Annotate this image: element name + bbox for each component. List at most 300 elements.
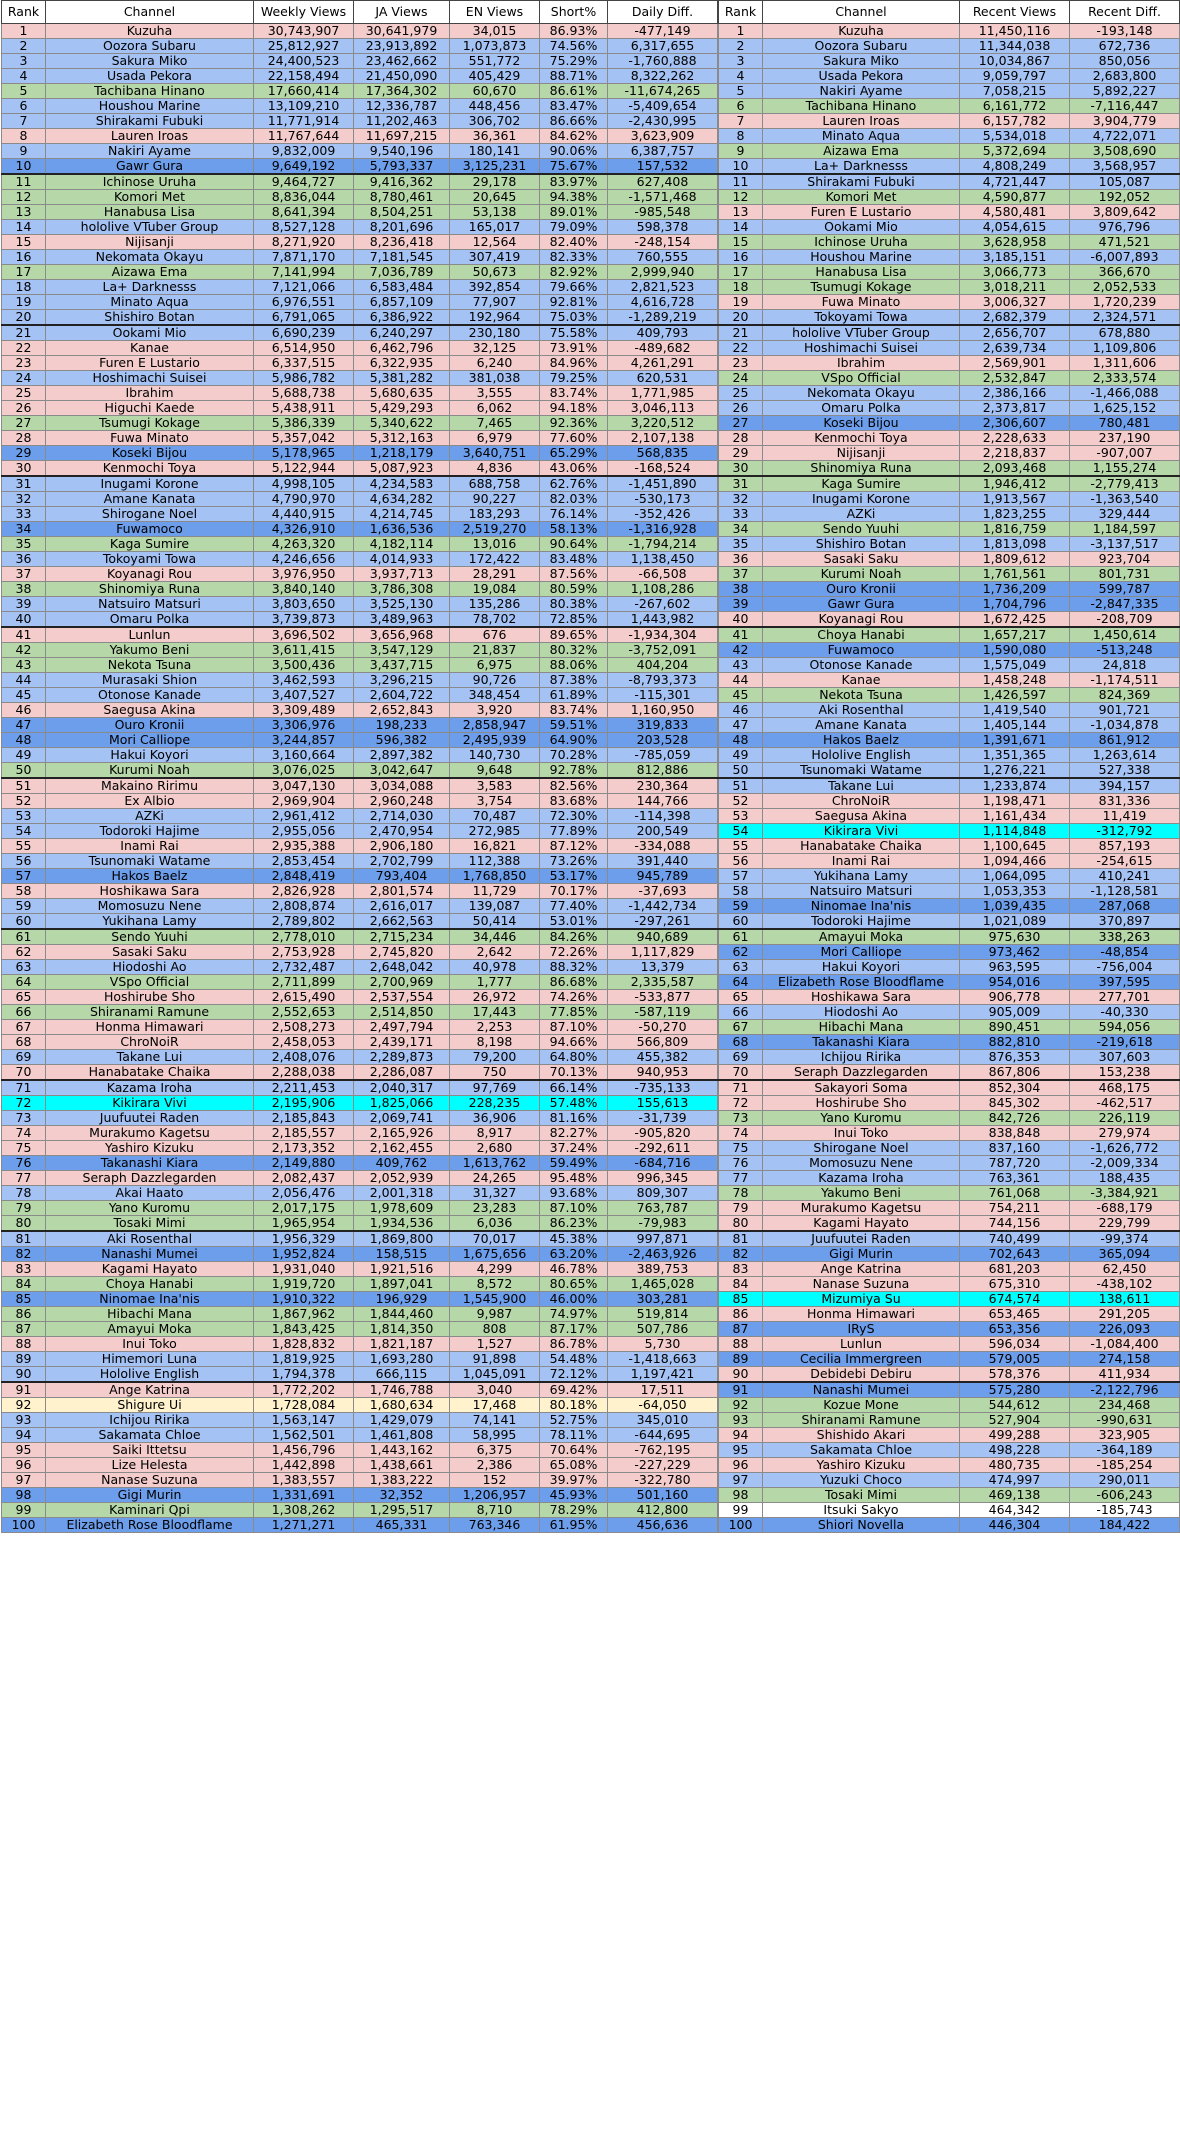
ja-views-cell: 6,462,796 bbox=[354, 341, 450, 356]
short-percent-cell: 74.56% bbox=[540, 39, 608, 54]
rank-cell: 41 bbox=[719, 627, 763, 643]
short-percent-cell: 79.25% bbox=[540, 371, 608, 386]
recent-diff-cell: 3,508,690 bbox=[1070, 144, 1180, 159]
recent-diff-cell: -462,517 bbox=[1070, 1096, 1180, 1111]
table-row bbox=[2, 975, 718, 990]
ja-views-cell: 30,641,979 bbox=[354, 24, 450, 39]
en-views-cell: 1,777 bbox=[450, 975, 540, 990]
en-views-cell: 2,495,939 bbox=[450, 733, 540, 748]
table-row bbox=[719, 854, 1180, 869]
recent-diff-cell: -606,243 bbox=[1070, 1488, 1180, 1503]
en-views-cell: 26,972 bbox=[450, 990, 540, 1005]
table-row bbox=[719, 507, 1180, 522]
recent-views-cell: 469,138 bbox=[960, 1488, 1070, 1503]
recent-views-cell: 905,009 bbox=[960, 1005, 1070, 1020]
ja-views-cell: 1,978,609 bbox=[354, 1201, 450, 1216]
short-percent-cell: 43.06% bbox=[540, 461, 608, 477]
recent-diff-cell: 1,184,597 bbox=[1070, 522, 1180, 537]
short-percent-cell: 84.62% bbox=[540, 129, 608, 144]
short-percent-cell: 70.28% bbox=[540, 748, 608, 763]
channel-cell: Koyanagi Rou bbox=[46, 567, 254, 582]
en-views-cell: 50,414 bbox=[450, 914, 540, 930]
table-row bbox=[2, 265, 718, 280]
table-row bbox=[719, 914, 1180, 930]
rank-cell: 8 bbox=[2, 129, 46, 144]
rank-cell: 2 bbox=[719, 39, 763, 54]
short-percent-cell: 53.17% bbox=[540, 869, 608, 884]
ja-views-cell: 8,780,461 bbox=[354, 190, 450, 205]
daily-diff-cell: -1,418,663 bbox=[608, 1352, 718, 1367]
en-views-cell: 91,898 bbox=[450, 1352, 540, 1367]
recent-views-cell: 702,643 bbox=[960, 1247, 1070, 1262]
en-views-cell: 53,138 bbox=[450, 205, 540, 220]
ja-views-cell: 2,537,554 bbox=[354, 990, 450, 1005]
en-views-cell: 1,613,762 bbox=[450, 1156, 540, 1171]
table-row bbox=[719, 431, 1180, 446]
weekly-views-cell: 8,641,394 bbox=[254, 205, 354, 220]
daily-diff-cell: 5,730 bbox=[608, 1337, 718, 1352]
header-rank[interactable]: Rank bbox=[719, 1, 763, 24]
short-percent-cell: 92.36% bbox=[540, 416, 608, 431]
en-views-cell: 448,456 bbox=[450, 99, 540, 114]
short-percent-cell: 74.97% bbox=[540, 1307, 608, 1322]
daily-diff-cell: -31,739 bbox=[608, 1111, 718, 1126]
en-views-cell: 9,648 bbox=[450, 763, 540, 779]
rank-cell: 99 bbox=[719, 1503, 763, 1518]
channel-cell: Juufuutei Raden bbox=[46, 1111, 254, 1126]
recent-diff-cell: 184,422 bbox=[1070, 1518, 1180, 1533]
ja-views-cell: 2,514,850 bbox=[354, 1005, 450, 1020]
ja-views-cell: 6,857,109 bbox=[354, 295, 450, 310]
ja-views-cell: 6,240,297 bbox=[354, 325, 450, 341]
channel-cell: Hanabusa Lisa bbox=[763, 265, 960, 280]
channel-cell: Sasaki Saku bbox=[763, 552, 960, 567]
recent-views-cell: 1,704,796 bbox=[960, 597, 1070, 612]
rank-cell: 44 bbox=[719, 673, 763, 688]
daily-diff-cell: -1,442,734 bbox=[608, 899, 718, 914]
table-row bbox=[2, 899, 718, 914]
daily-diff-cell: 1,138,450 bbox=[608, 552, 718, 567]
rank-cell: 3 bbox=[719, 54, 763, 69]
short-percent-cell: 70.17% bbox=[540, 884, 608, 899]
en-views-cell: 3,920 bbox=[450, 703, 540, 718]
rank-cell: 3 bbox=[2, 54, 46, 69]
rank-cell: 93 bbox=[719, 1413, 763, 1428]
rank-cell: 22 bbox=[719, 341, 763, 356]
weekly-views-cell: 2,753,928 bbox=[254, 945, 354, 960]
en-views-cell: 688,758 bbox=[450, 476, 540, 492]
weekly-views-cell: 1,308,262 bbox=[254, 1503, 354, 1518]
table-row bbox=[719, 582, 1180, 597]
recent-diff-cell: 290,011 bbox=[1070, 1473, 1180, 1488]
ja-views-cell: 596,382 bbox=[354, 733, 450, 748]
weekly-views-cell: 5,688,738 bbox=[254, 386, 354, 401]
rank-cell: 68 bbox=[2, 1035, 46, 1050]
recent-views-cell: 3,018,211 bbox=[960, 280, 1070, 295]
daily-diff-cell: 200,549 bbox=[608, 824, 718, 839]
rank-cell: 77 bbox=[2, 1171, 46, 1186]
weekly-views-cell: 9,649,192 bbox=[254, 159, 354, 175]
rank-cell: 92 bbox=[719, 1398, 763, 1413]
en-views-cell: 2,680 bbox=[450, 1141, 540, 1156]
channel-cell: Inui Toko bbox=[46, 1337, 254, 1352]
rank-cell: 37 bbox=[2, 567, 46, 582]
channel-cell: Nakiri Ayame bbox=[763, 84, 960, 99]
table-row bbox=[2, 597, 718, 612]
en-views-cell: 97,769 bbox=[450, 1080, 540, 1096]
weekly-views-cell: 6,976,551 bbox=[254, 295, 354, 310]
channel-cell: Nanase Suzuna bbox=[763, 1277, 960, 1292]
table-row bbox=[719, 1050, 1180, 1065]
rank-cell: 28 bbox=[2, 431, 46, 446]
weekly-views-cell: 2,211,453 bbox=[254, 1080, 354, 1096]
recent-diff-cell: 901,721 bbox=[1070, 703, 1180, 718]
daily-diff-cell: -267,602 bbox=[608, 597, 718, 612]
rank-cell: 24 bbox=[2, 371, 46, 386]
rank-cell: 38 bbox=[719, 582, 763, 597]
en-views-cell: 551,772 bbox=[450, 54, 540, 69]
weekly-views-cell: 24,400,523 bbox=[254, 54, 354, 69]
weekly-views-cell: 2,711,899 bbox=[254, 975, 354, 990]
channel-cell: Omaru Polka bbox=[46, 612, 254, 628]
recent-diff-cell: 2,324,571 bbox=[1070, 310, 1180, 326]
table-row bbox=[719, 39, 1180, 54]
daily-diff-cell: -1,451,890 bbox=[608, 476, 718, 492]
en-views-cell: 21,837 bbox=[450, 643, 540, 658]
ja-views-cell: 11,202,463 bbox=[354, 114, 450, 129]
rank-cell: 49 bbox=[719, 748, 763, 763]
channel-cell: Elizabeth Rose Bloodflame bbox=[46, 1518, 254, 1533]
daily-diff-cell: -115,301 bbox=[608, 688, 718, 703]
header-short-percent[interactable]: Short% bbox=[540, 1, 608, 24]
rank-cell: 89 bbox=[719, 1352, 763, 1367]
rank-cell: 94 bbox=[719, 1428, 763, 1443]
ja-views-cell: 23,913,892 bbox=[354, 39, 450, 54]
short-percent-cell: 87.10% bbox=[540, 1201, 608, 1216]
channel-cell: Amayui Moka bbox=[763, 929, 960, 945]
rank-cell: 85 bbox=[719, 1292, 763, 1307]
channel-cell: Gawr Gura bbox=[763, 597, 960, 612]
table-row bbox=[719, 1503, 1180, 1518]
rank-cell: 19 bbox=[2, 295, 46, 310]
en-views-cell: 8,710 bbox=[450, 1503, 540, 1518]
channel-cell: Yukihana Lamy bbox=[46, 914, 254, 930]
header-ja-views[interactable]: JA Views bbox=[354, 1, 450, 24]
en-views-cell: 6,240 bbox=[450, 356, 540, 371]
table-row bbox=[719, 1231, 1180, 1247]
recent-diff-cell: 279,974 bbox=[1070, 1126, 1180, 1141]
en-views-cell: 381,038 bbox=[450, 371, 540, 386]
ja-views-cell: 1,429,079 bbox=[354, 1413, 450, 1428]
channel-cell: Houshou Marine bbox=[46, 99, 254, 114]
table-row bbox=[719, 763, 1180, 779]
table-row bbox=[719, 1337, 1180, 1352]
rank-cell: 20 bbox=[2, 310, 46, 326]
channel-cell: Lunlun bbox=[46, 627, 254, 643]
daily-diff-cell: 404,204 bbox=[608, 658, 718, 673]
daily-diff-cell: -248,154 bbox=[608, 235, 718, 250]
daily-diff-cell: 1,197,421 bbox=[608, 1367, 718, 1383]
table-row bbox=[719, 492, 1180, 507]
recent-views-cell: 1,809,612 bbox=[960, 552, 1070, 567]
daily-diff-cell: -489,682 bbox=[608, 341, 718, 356]
table-row bbox=[2, 1020, 718, 1035]
rank-cell: 50 bbox=[719, 763, 763, 779]
short-percent-cell: 90.06% bbox=[540, 144, 608, 159]
recent-diff-cell: 780,481 bbox=[1070, 416, 1180, 431]
ja-views-cell: 9,416,362 bbox=[354, 174, 450, 190]
table-row bbox=[2, 325, 718, 341]
channel-cell: Kuzuha bbox=[46, 24, 254, 39]
table-row bbox=[719, 658, 1180, 673]
table-row bbox=[2, 280, 718, 295]
header-rank[interactable]: Rank bbox=[2, 1, 46, 24]
short-percent-cell: 82.33% bbox=[540, 250, 608, 265]
en-views-cell: 272,985 bbox=[450, 824, 540, 839]
ja-views-cell: 3,042,647 bbox=[354, 763, 450, 779]
channel-cell: Kazama Iroha bbox=[763, 1171, 960, 1186]
table-row bbox=[719, 386, 1180, 401]
short-percent-cell: 39.97% bbox=[540, 1473, 608, 1488]
en-views-cell: 17,443 bbox=[450, 1005, 540, 1020]
channel-cell: Sakayori Soma bbox=[763, 1080, 960, 1096]
rank-cell: 36 bbox=[719, 552, 763, 567]
recent-views-cell: 1,114,848 bbox=[960, 824, 1070, 839]
recent-diff-cell: 329,444 bbox=[1070, 507, 1180, 522]
rank-cell: 63 bbox=[2, 960, 46, 975]
weekly-views-cell: 4,440,915 bbox=[254, 507, 354, 522]
table-row bbox=[719, 265, 1180, 280]
recent-views-cell: 3,185,151 bbox=[960, 250, 1070, 265]
table-row bbox=[719, 235, 1180, 250]
short-percent-cell: 72.85% bbox=[540, 612, 608, 628]
en-views-cell: 152 bbox=[450, 1473, 540, 1488]
table-row bbox=[719, 250, 1180, 265]
daily-diff-cell: -227,229 bbox=[608, 1458, 718, 1473]
rank-cell: 76 bbox=[2, 1156, 46, 1171]
rank-cell: 38 bbox=[2, 582, 46, 597]
weekly-views-cell: 2,778,010 bbox=[254, 929, 354, 945]
channel-cell: Oozora Subaru bbox=[46, 39, 254, 54]
ja-views-cell: 3,296,215 bbox=[354, 673, 450, 688]
recent-views-cell: 3,006,327 bbox=[960, 295, 1070, 310]
daily-diff-cell: 6,387,757 bbox=[608, 144, 718, 159]
rank-cell: 71 bbox=[2, 1080, 46, 1096]
table-row bbox=[2, 522, 718, 537]
channel-cell: Fuwa Minato bbox=[46, 431, 254, 446]
channel-cell: Kuzuha bbox=[763, 24, 960, 39]
header-channel[interactable]: Channel bbox=[46, 1, 254, 24]
en-views-cell: 750 bbox=[450, 1065, 540, 1081]
rank-cell: 15 bbox=[719, 235, 763, 250]
table-row bbox=[719, 446, 1180, 461]
header-weekly-views[interactable]: Weekly Views bbox=[254, 1, 354, 24]
table-row bbox=[2, 929, 718, 945]
recent-views-cell: 1,198,471 bbox=[960, 794, 1070, 809]
rank-cell: 43 bbox=[719, 658, 763, 673]
recent-views-cell: 1,458,248 bbox=[960, 673, 1070, 688]
daily-diff-cell: 455,382 bbox=[608, 1050, 718, 1065]
recent-diff-cell: 229,799 bbox=[1070, 1216, 1180, 1232]
rank-cell: 24 bbox=[719, 371, 763, 386]
table-row bbox=[2, 748, 718, 763]
recent-views-cell: 852,304 bbox=[960, 1080, 1070, 1096]
recent-diff-cell: 678,880 bbox=[1070, 325, 1180, 341]
short-percent-cell: 82.03% bbox=[540, 492, 608, 507]
en-views-cell: 1,045,091 bbox=[450, 1367, 540, 1383]
short-percent-cell: 86.93% bbox=[540, 24, 608, 39]
daily-diff-cell: 945,789 bbox=[608, 869, 718, 884]
channel-cell: Hololive English bbox=[763, 748, 960, 763]
recent-views-cell: 2,093,468 bbox=[960, 461, 1070, 477]
rank-cell: 45 bbox=[2, 688, 46, 703]
channel-cell: Sendo Yuuhi bbox=[763, 522, 960, 537]
ja-views-cell: 12,336,787 bbox=[354, 99, 450, 114]
channel-cell: Yakumo Beni bbox=[763, 1186, 960, 1201]
rank-cell: 4 bbox=[719, 69, 763, 84]
recent-diff-cell: -6,007,893 bbox=[1070, 250, 1180, 265]
weekly-views-cell: 4,246,656 bbox=[254, 552, 354, 567]
header-recent-views[interactable]: Recent Views bbox=[960, 1, 1070, 24]
table-row bbox=[2, 144, 718, 159]
recent-diff-cell: 410,241 bbox=[1070, 869, 1180, 884]
recent-diff-cell: 153,238 bbox=[1070, 1065, 1180, 1081]
rank-cell: 23 bbox=[719, 356, 763, 371]
weekly-views-cell: 3,407,527 bbox=[254, 688, 354, 703]
ja-views-cell: 2,700,969 bbox=[354, 975, 450, 990]
recent-diff-cell: -364,189 bbox=[1070, 1443, 1180, 1458]
channel-cell: Nanashi Mumei bbox=[46, 1247, 254, 1262]
ja-views-cell: 8,201,696 bbox=[354, 220, 450, 235]
table-row bbox=[2, 220, 718, 235]
table-row bbox=[2, 1458, 718, 1473]
short-percent-cell: 65.08% bbox=[540, 1458, 608, 1473]
short-percent-cell: 93.68% bbox=[540, 1186, 608, 1201]
recent-diff-cell: -48,854 bbox=[1070, 945, 1180, 960]
recent-diff-cell: -990,631 bbox=[1070, 1413, 1180, 1428]
table-row bbox=[719, 69, 1180, 84]
en-views-cell: 135,286 bbox=[450, 597, 540, 612]
channel-cell: Inami Rai bbox=[763, 854, 960, 869]
channel-cell: Shinomiya Runa bbox=[46, 582, 254, 597]
recent-views-cell: 1,161,434 bbox=[960, 809, 1070, 824]
channel-cell: Amane Kanata bbox=[46, 492, 254, 507]
en-views-cell: 230,180 bbox=[450, 325, 540, 341]
recent-views-cell: 11,450,116 bbox=[960, 24, 1070, 39]
recent-diff-cell: -193,148 bbox=[1070, 24, 1180, 39]
channel-cell: Kaga Sumire bbox=[763, 476, 960, 492]
channel-cell: La+ Darknesss bbox=[46, 280, 254, 295]
header-en-views[interactable]: EN Views bbox=[450, 1, 540, 24]
en-views-cell: 23,283 bbox=[450, 1201, 540, 1216]
short-percent-cell: 83.74% bbox=[540, 703, 608, 718]
short-percent-cell: 79.66% bbox=[540, 280, 608, 295]
daily-diff-cell: -8,793,373 bbox=[608, 673, 718, 688]
rank-cell: 35 bbox=[2, 537, 46, 552]
channel-cell: Kaminari Qpi bbox=[46, 1503, 254, 1518]
table-row bbox=[719, 1080, 1180, 1096]
recent-diff-cell: 1,720,239 bbox=[1070, 295, 1180, 310]
weekly-views-cell: 8,836,044 bbox=[254, 190, 354, 205]
daily-diff-cell: 940,689 bbox=[608, 929, 718, 945]
table-row bbox=[2, 1141, 718, 1156]
recent-diff-cell: -99,374 bbox=[1070, 1231, 1180, 1247]
table-row bbox=[719, 1473, 1180, 1488]
weekly-views-cell: 2,149,880 bbox=[254, 1156, 354, 1171]
channel-cell: Kazama Iroha bbox=[46, 1080, 254, 1096]
recent-diff-cell: 188,435 bbox=[1070, 1171, 1180, 1186]
recent-diff-cell: -513,248 bbox=[1070, 643, 1180, 658]
ja-views-cell: 3,937,713 bbox=[354, 567, 450, 582]
table-row bbox=[2, 824, 718, 839]
recent-views-cell: 1,021,089 bbox=[960, 914, 1070, 930]
ja-views-cell: 2,470,954 bbox=[354, 824, 450, 839]
en-views-cell: 6,375 bbox=[450, 1443, 540, 1458]
en-views-cell: 29,178 bbox=[450, 174, 540, 190]
weekly-views-cell: 2,458,053 bbox=[254, 1035, 354, 1050]
rank-cell: 46 bbox=[2, 703, 46, 718]
rank-cell: 26 bbox=[719, 401, 763, 416]
daily-diff-cell: -297,261 bbox=[608, 914, 718, 930]
channel-cell: Shirakami Fubuki bbox=[46, 114, 254, 129]
daily-diff-cell: 3,046,113 bbox=[608, 401, 718, 416]
recent-diff-cell: -2,779,413 bbox=[1070, 476, 1180, 492]
en-views-cell: 172,422 bbox=[450, 552, 540, 567]
rank-cell: 41 bbox=[2, 627, 46, 643]
table-row bbox=[719, 356, 1180, 371]
ja-views-cell: 4,214,745 bbox=[354, 507, 450, 522]
rank-cell: 7 bbox=[2, 114, 46, 129]
recent-diff-cell: 4,722,071 bbox=[1070, 129, 1180, 144]
ja-views-cell: 2,497,794 bbox=[354, 1020, 450, 1035]
header-channel[interactable]: Channel bbox=[763, 1, 960, 24]
rank-cell: 30 bbox=[2, 461, 46, 477]
rank-cell: 51 bbox=[2, 778, 46, 794]
recent-diff-cell: -312,792 bbox=[1070, 824, 1180, 839]
recent-diff-cell: -438,102 bbox=[1070, 1277, 1180, 1292]
weekly-views-cell: 6,337,515 bbox=[254, 356, 354, 371]
short-percent-cell: 81.16% bbox=[540, 1111, 608, 1126]
weekly-views-cell: 1,828,832 bbox=[254, 1337, 354, 1352]
channel-cell: Cecilia Immergreen bbox=[763, 1352, 960, 1367]
recent-diff-cell: 226,093 bbox=[1070, 1322, 1180, 1337]
channel-cell: Juufuutei Raden bbox=[763, 1231, 960, 1247]
rank-cell: 26 bbox=[2, 401, 46, 416]
weekly-views-cell: 3,976,950 bbox=[254, 567, 354, 582]
recent-views-cell: 579,005 bbox=[960, 1352, 1070, 1367]
table-row bbox=[2, 778, 718, 794]
table-row bbox=[719, 794, 1180, 809]
channel-cell: ChroNoiR bbox=[46, 1035, 254, 1050]
ja-views-cell: 2,162,455 bbox=[354, 1141, 450, 1156]
recent-views-cell: 740,499 bbox=[960, 1231, 1070, 1247]
daily-diff-cell: -292,611 bbox=[608, 1141, 718, 1156]
channel-cell: Shiranami Ramune bbox=[763, 1413, 960, 1428]
daily-diff-cell: -114,398 bbox=[608, 809, 718, 824]
recent-diff-cell: -688,179 bbox=[1070, 1201, 1180, 1216]
short-percent-cell: 77.85% bbox=[540, 1005, 608, 1020]
recent-views-cell: 7,058,215 bbox=[960, 84, 1070, 99]
weekly-views-cell: 3,244,857 bbox=[254, 733, 354, 748]
channel-cell: Choya Hanabi bbox=[763, 627, 960, 643]
header-daily-diff[interactable]: Daily Diff. bbox=[608, 1, 718, 24]
table-row bbox=[2, 1292, 718, 1307]
header-recent-diff[interactable]: Recent Diff. bbox=[1070, 1, 1180, 24]
daily-diff-cell: 17,511 bbox=[608, 1382, 718, 1398]
ja-views-cell: 2,745,820 bbox=[354, 945, 450, 960]
recent-views-cell: 1,064,095 bbox=[960, 869, 1070, 884]
short-percent-cell: 54.48% bbox=[540, 1352, 608, 1367]
